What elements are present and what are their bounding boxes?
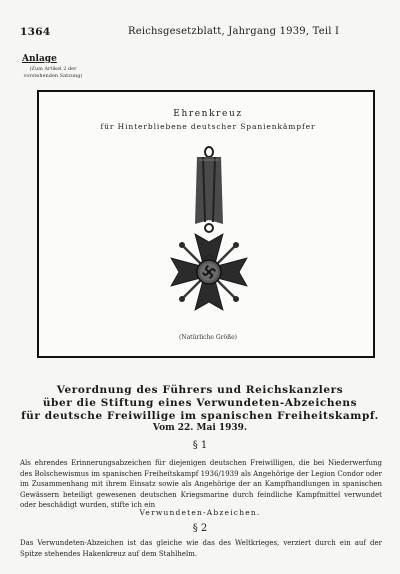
section-1-emphasis: Verwundeten-Abzeichen. [139,508,261,517]
decree-title-line-3: für deutsche Freiwillige im spanischen Freiheitskampf. [21,410,379,422]
section-2-text: Das Verwundeten-Abzeichen ist das gleiche wie das des Weltkrieges, verziert durch ein auf der Spitze stehendes Hakenkreuz auf dem Stahlhelm. [20,539,382,558]
decree-title-line-1: Verordnung des Führers und Reichskanzlers [56,384,344,396]
size-note: (Natürliche Größe) [178,334,237,341]
annex-note: (Zum Artikel 2 der vorstehenden Satzung) [23,66,83,79]
annex-label: Anlage [22,54,57,64]
section-1-heading: § 1 [192,440,208,451]
page-number: 1364 [20,26,51,38]
decree-date: Vom 22. Mai 1939. [152,423,248,433]
honor-cross-medal-image [159,142,259,342]
page-header [0,0,400,40]
section-1-text: Als ehrendes Erinnerungsabzeichen für diejenigen deutschen Freiwilligen, die bei Niederwerfung des Bolschewismus im spanischen Freiheitskampf 1936/1939 als Angehörige der Legion Condor oder im Zusammenhang mit ihrem Einsatz sowie als Angehörige der an Kampfhandlungen in spanischen Gewässern beteiligt gewesenen deutschen Kriegsmarine durch feindliche Kampfmittel verwundet oder beschädigt wurden, stifte ich ein [20,459,382,509]
figure-caption-subtitle: für Hinterbliebene deutscher Spanienkämpfer [100,122,316,131]
section-2-heading: § 2 [192,523,208,534]
decree-title-line-2: über die Stiftung eines Verwundeten-Abzeichens [42,397,358,409]
figure-frame [37,90,375,358]
running-title: Reichsgesetzblatt, Jahrgang 1939, Teil I [128,26,340,37]
figure-caption-title: Ehrenkreuz [173,109,243,119]
